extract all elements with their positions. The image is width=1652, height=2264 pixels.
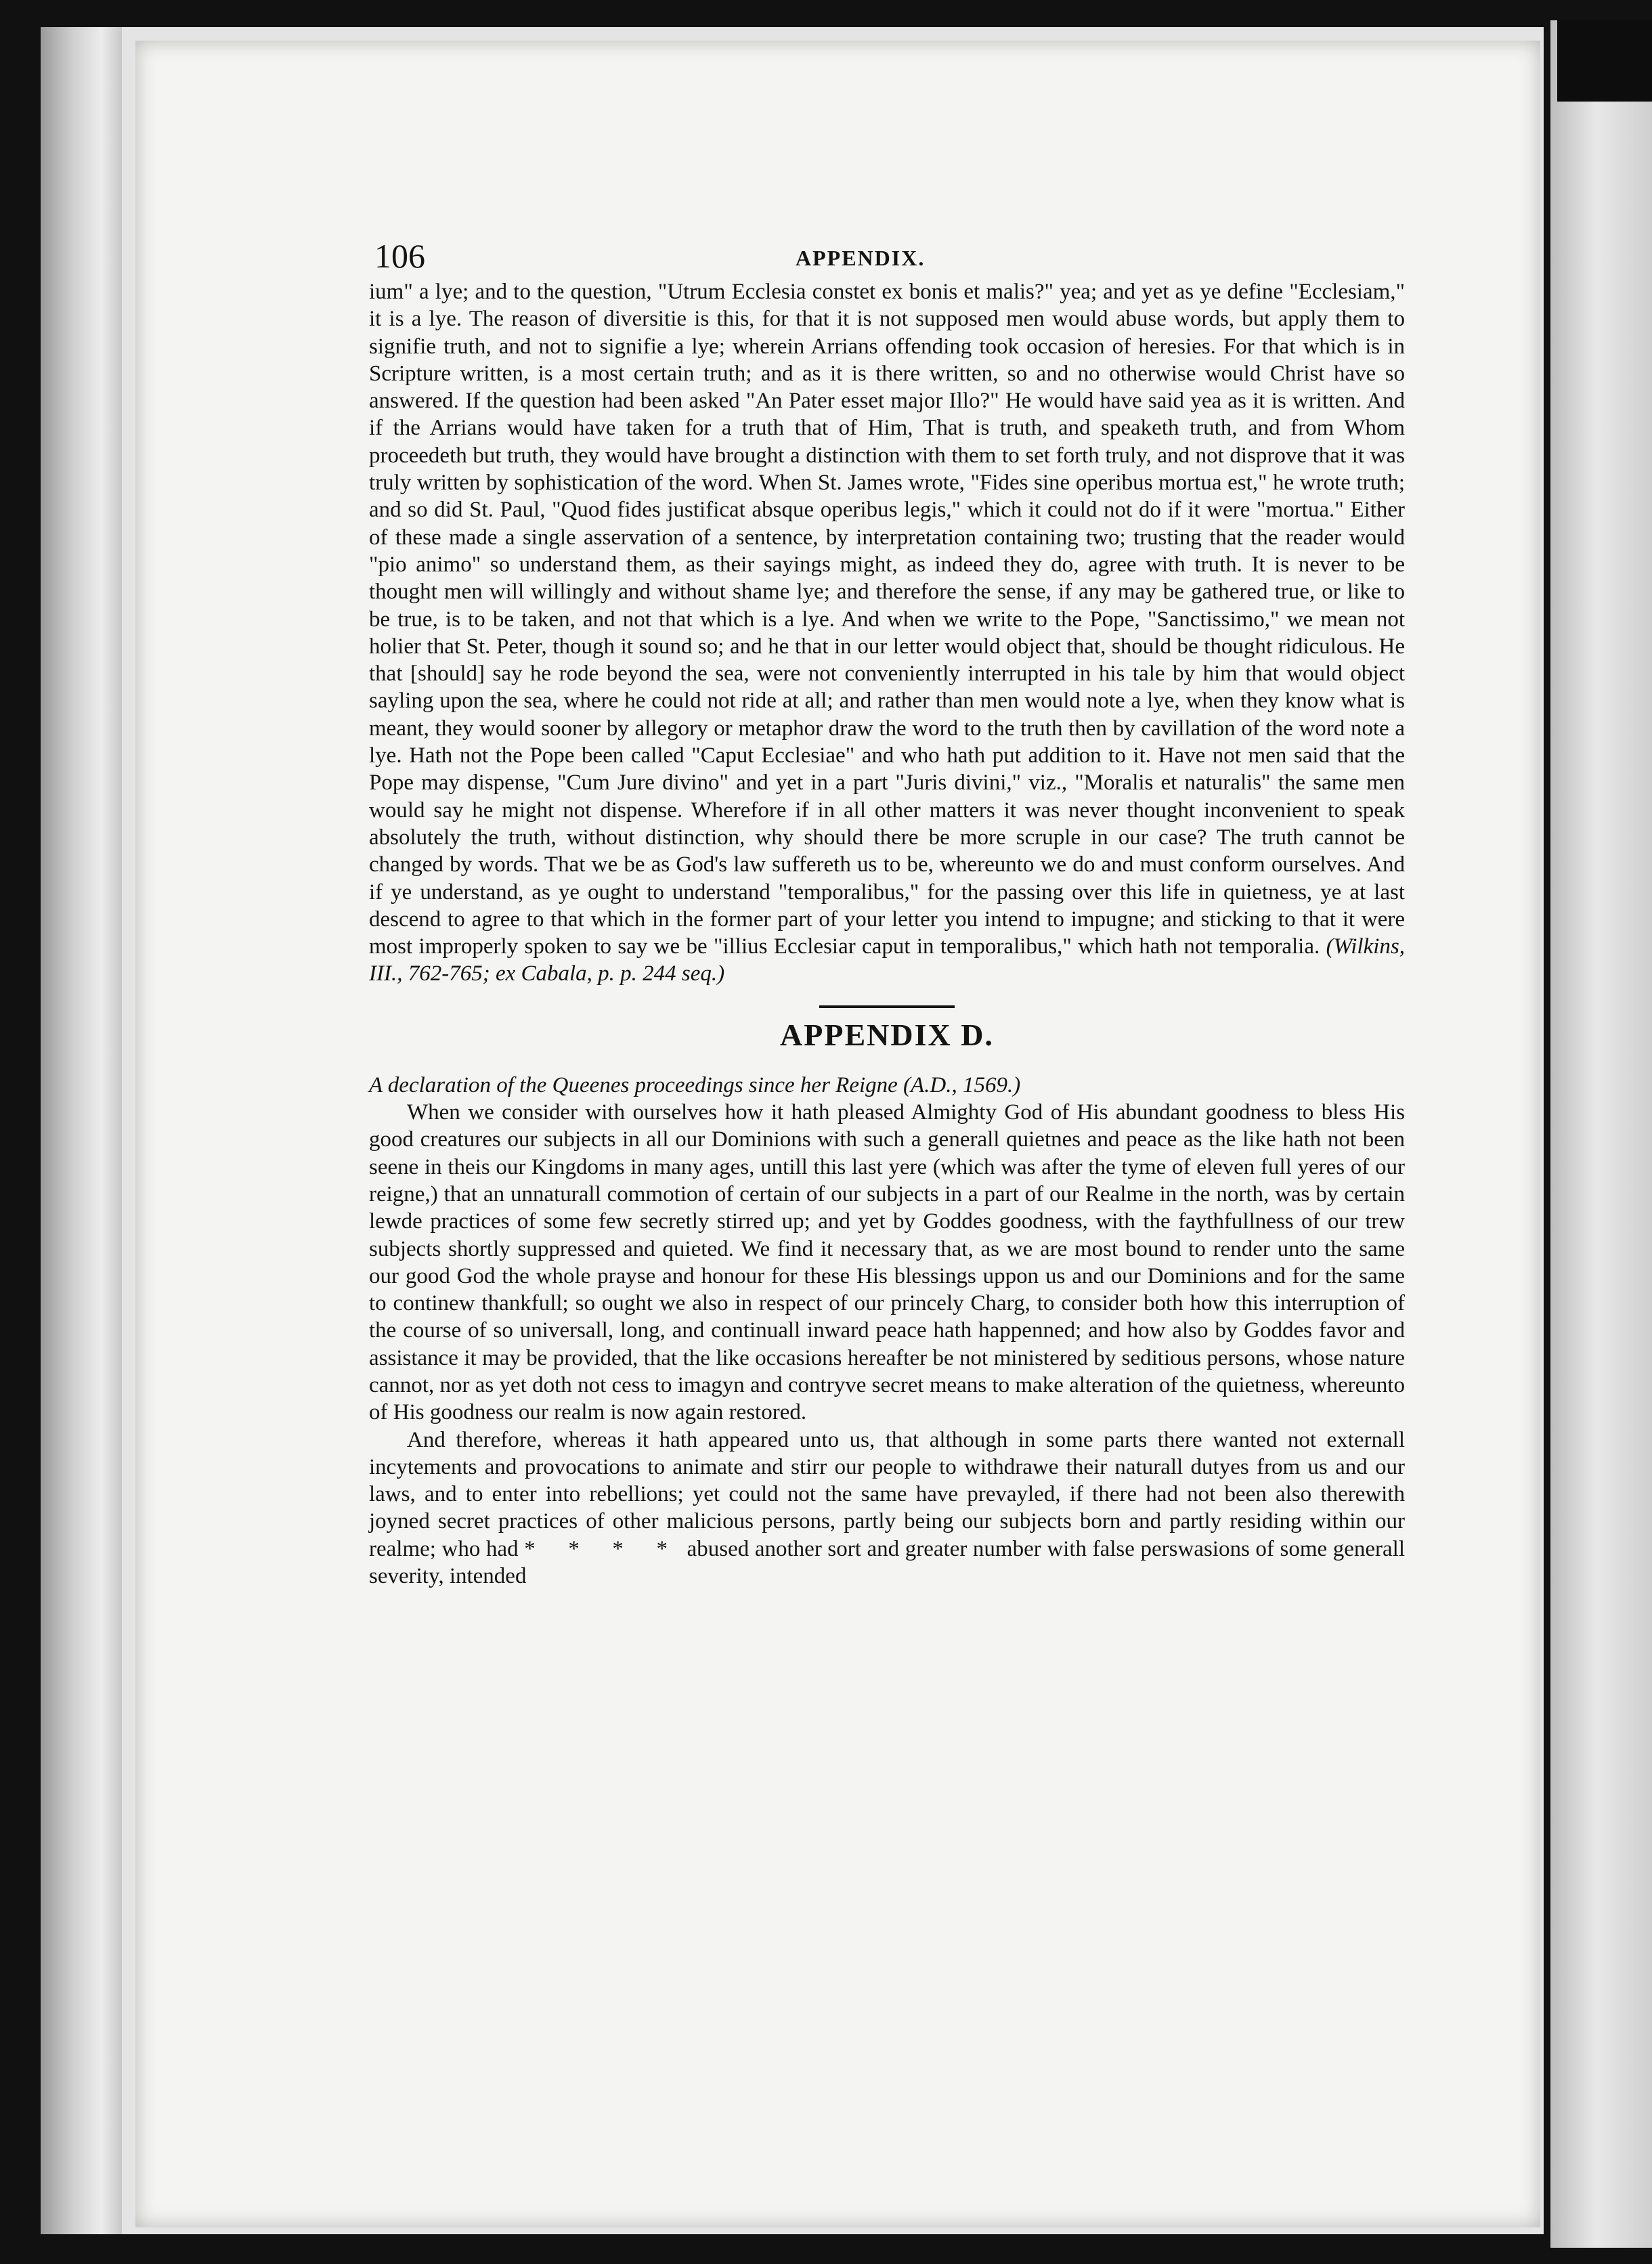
appendix-caption: A declaration of the Queenes proceedings since her Reigne (A.D., 1569.) [369,1072,1021,1097]
page-number: 106 [374,237,425,275]
paragraph-2-end: abused another sort and greater number with false perswasions of some generall severity, intended [369,1536,1406,1589]
appendix-paragraph-1: When we consider with ourselves how it hath pleased Almighty God of His abundant goodness to bless His good creatures our subjects in all our Dominions with such a generall quietnes and peace as the like hath not been seene in theis our Kingdoms in many ages, untill this last yere (which was after the tyme of eleven full yeres of our reigne,) that an unnaturall commotion of certain of our subjects in a part of our Realme in the north, was by certain lewde practices of some few secretly stirred up; and yet by Goddes goodness, with the faythfullness of our trew subjects shortly suppressed and quieted. We find it necessary that, as we are most bound to render unto the same our good God the whole prayse and honour for these His blessings uppon us and our Dominions and for the same to continew thankfull; so ought we also in respect of our princely Charg, to consider both how this interruption of the course of so universall, long, and continuall inward peace hath happenned; and how also by Goddes favor and assistance it may be provided, that the like occasions hereafter be not ministered by seditious persons, whose nature cannot, nor as yet doth not cess to imagyn and contryve secret means to make alteration of the quietness, whereunto of His goodness our realm is now again restored. [369,1100,1405,1425]
continuation-paragraph [369,278,1405,988]
appendix-title: APPENDIX D. [780,1017,994,1052]
next-page-edge [1550,20,1652,2248]
scan-dark-corner [1557,20,1652,102]
omission-asterisks: * * * * [524,1536,682,1561]
paragraph-2-start: And therefore, whereas it hath appeared unto us, that although in some parts there wanted not externall incytements and provocations to animate and stirr our people to withdrawe their naturall dutyes from us and our laws, and to enter into rebellions; yet could not the same have prevayled, if there had not been also therewith joyned secret practices of other malicious persons, partly being our subjects born and partly residing within our realme; who had [369,1427,1405,1561]
continuation-text: ium" a lye; and to the question, "Utrum Ecclesia constet ex bonis et malis?" yea; and yet as ye define "Ecclesiam," it is a lye. The reason of diversitie is this, for that it is not supposed men would abuse words, but apply them to signifie truth, and not to signifie a lye; wherein Arrians offending took occasion of heresies. For that which is in Scripture written, is a most certain truth; and as it is there written, so and no otherwise would Christ have so answered. If the question had been asked "An Pater esset major Illo?" He would have said yea as it is written. And if the Arrians would have taken for a truth that of Him, That is truth, and speaketh truth, and from Whom proceedeth but truth, they would have brought a distinction with them to set forth truly, and not disprove that it was truly written by sophistication of the word. When St. James wrote, "Fides sine operibus mortua est," he wrote truth; and so did St. Paul, "Quod fides justificat absque operibus legis," which it could not do if it were "mortua." Either of these made a single asservation of a sentence, by interpretation containing two; trusting that the reader would "pio animo" so understand them, as their sayings might, as indeed they do, agree with truth. It is never to be thought men will willingly and without shame lye; and therefore the sense, if any may be gathered true, or like to be true, is to be taken, and not that which is a lye. And when we write to the Pope, "Sanctissimo," we mean not holier that St. Peter, though it sound so; and he that in our letter would object that, should be thought ridiculous. He that [should] say he rode beyond the sea, were not conveniently interrupted in his tale by him that would object sayling upon the sea, where he could not ride at all; and rather than men would note a lye, when they know what is meant, they would sooner by allegory or metaphor draw the word to the truth then by cavillation of the word note a lye. Hath not the Pope been called "Caput Ecclesiae" and who hath put addition to it. Have not men said that the Pope may dispense, "Cum Jure divino" and yet in a part "Juris divini," viz., "Moralis et naturalis" the same men would say he might not dispense. Wherefore if in all other matters it was never thought inconvenient to speak absolutely the truth, without distinction, why should there be more scruple in our case? The truth cannot be changed by words. That we be as God's law suffereth us to be, whereunto we do and must conform ourselves. And if ye understand, as ye ought to understand "temporalibus," for the passing over this life in quietness, ye at last descend to agree to that which in the former part of your letter you intend to impugne; and sticking to that it were most improperly spoken to say we be "illius Ecclesiar caput in temporalibus," which hath not temporalia. [369,280,1405,959]
running-head: APPENDIX. [796,246,926,270]
page-header [369,234,1405,278]
appendix-paragraph-2 [369,1427,1405,1590]
section-divider [819,1005,955,1008]
citation: (Wilkins, III., 762-765; ex Cabala, p. p. 244 seq.) [369,934,1405,986]
page-content [369,234,1405,1590]
book-binding-edge [41,27,122,2234]
